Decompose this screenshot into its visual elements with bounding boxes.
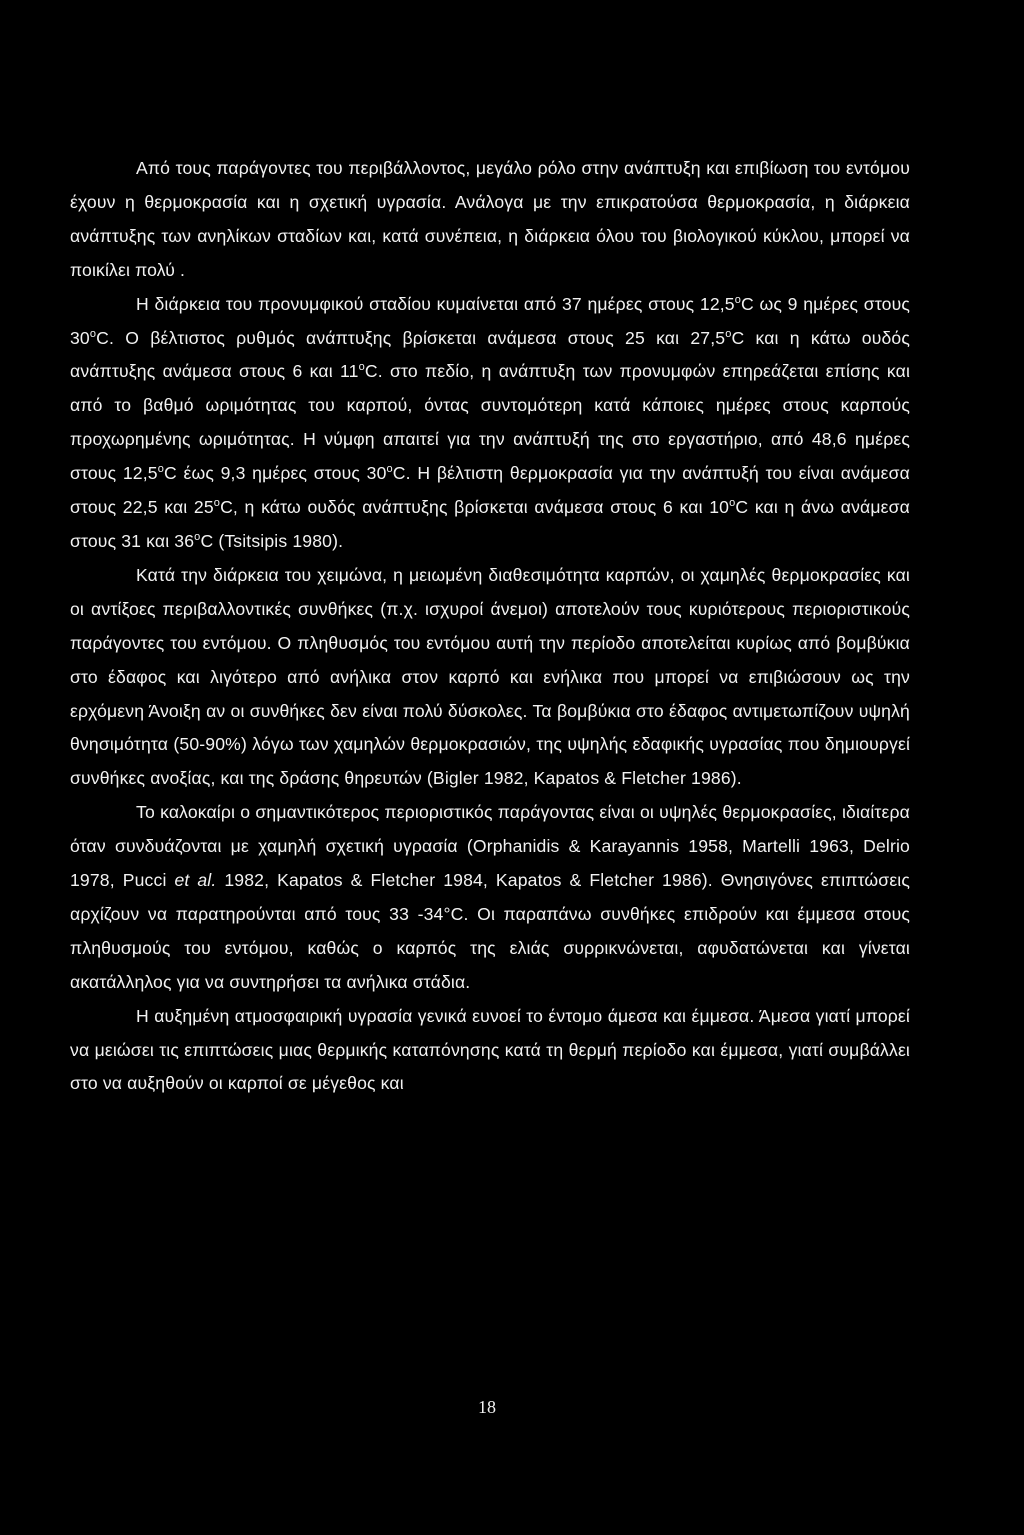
superscript: o <box>213 497 221 510</box>
text-run: Η διάρκεια του προνυμφικού σταδίου κυμαίνεται από 37 ημέρες στους 12,5 <box>136 293 735 314</box>
text-run: Η αυξημένη ατμοσφαιρική υγρασία γενικά ευνοεί το έντομο άμεσα και έμμεσα. Άμεσα γιατί μπορεί να μειώσει τις επιπτώσεις μιας θερμικής καταπόνησης κατά τη θερμή περίοδο και έμμεσα, γιατί συμβάλλει στο να αυξηθούν οι καρποί σε μέγεθος και <box>70 1005 910 1094</box>
text-run: C έως 9,3 ημέρες στους 30 <box>163 463 387 484</box>
superscript: o <box>194 531 201 544</box>
text-run: C και η άνω ανάμεσα στους 31 και 36 <box>70 497 910 551</box>
paragraph <box>70 559 910 796</box>
text-run: C. Η βέλτιστη θερμοκρασία για την ανάπτυξή του είναι ανάμεσα στους 22,5 και 25 <box>70 463 910 518</box>
paragraph <box>70 796 910 999</box>
paragraph <box>70 288 910 559</box>
superscript: o <box>157 463 164 476</box>
text-run: C και η κάτω ουδός ανάπτυξης ανάμεσα στους 6 και 11 <box>70 327 911 382</box>
superscript: o <box>358 361 365 374</box>
text-run: Το καλοκαίρι ο σημαντικότερος περιοριστικός παράγοντας είναι οι υψηλές θερμοκρασίες, ιδιαίτερα όταν συνδυάζονται με χαμηλή σχετική υγρασία (Orphanidis & Karayannis 1958, Martelli 1963, Delrio 1978, Pucci <box>70 802 910 891</box>
text-run: C. στο πεδίο, η ανάπτυξη των προνυμφών επηρεάζεται επίσης και από το βαθμό ωριμότητας του καρπού, όντας συντομότερη κατά κάποιες ημέρες στους καρπούς προχωρημένης ωριμότητας. Η νύμφη απαιτεί για την ανάπτυξή της στο εργαστήριο, από 48,6 ημέρες στους 12,5 <box>70 361 910 484</box>
text-run: Κατά την διάρκεια του χειμώνα, η μειωμένη διαθεσιμότητα καρπών, οι χαμηλές θερμοκρασίες και οι αντίξοες περιβαλλοντικές συνθήκες (π.χ. ισχυροί άνεμοι) αποτελούν τους κυριότερους περιοριστικούς παράγοντες του εντόμου. Ο πληθυσμός του εντόμου αυτή την περίοδο αποτελείται κυρίως από βομβύκια στο έδαφος και λιγότερο από ανήλικα στον καρπό και ενήλικα που μπορεί να επιβιώσουν ως την ερχόμενη Άνοιξη αν οι συνθήκες δεν είναι πολύ δύσκολες. Τα βομβύκια στο έδαφος αντιμετωπίζουν υψηλή θνησιμότητα (50-90%) λόγω των χαμηλών θερμοκρασιών, της υψηλής εδαφικής υγρασίας που δημιουργεί συνθήκες ανοξίας, και της δράσης θηρευτών (Bigler 1982, Kapatos & Fletcher 1986). <box>70 564 910 789</box>
text-run: C (Tsitsipis 1980). <box>200 530 344 551</box>
superscript: o <box>729 497 736 510</box>
paragraph <box>70 1000 910 1102</box>
paragraph <box>70 152 910 288</box>
text-run: Από τους παράγοντες του περιβάλλοντος, μεγάλο ρόλο στην ανάπτυξη και επιβίωση του εντόμου έχουν η θερμοκρασία και η σχετική υγρασία. Ανάλογα με την επικρατούσα θερμοκρασία, η διάρκεια ανάπτυξης των ανηλίκων σταδίων και, κατά συνέπεια, η διάρκεια όλου του βιολογικού κύκλου, μπορεί να ποικίλει πολύ . <box>70 158 910 280</box>
body-text <box>70 152 910 1101</box>
page-number: 18 <box>478 1397 496 1417</box>
superscript: o <box>734 293 742 306</box>
superscript: o <box>725 327 732 340</box>
text-run: 1982, Kapatos & Fletcher 1984, Kapatos & Fletcher 1986). Θνησιγόνες επιπτώσεις αρχίζουν να παρατηρούνται από τους 33 -34°C. Οι παραπάνω συνθήκες επιδρούν και έμμεσα στους πληθυσμούς του εντόμου, καθώς ο καρπός της ελιάς συρρικνώνεται, αφυδατώνεται και γίνεται ακατάλληλος για να συντηρήσει τα ανήλικα στάδια. <box>70 870 910 992</box>
superscript: o <box>89 327 97 340</box>
text-run: C. Ο βέλτιστος ρυθμός ανάπτυξης βρίσκεται ανάμεσα στους 25 και 27,5 <box>96 327 726 348</box>
italic-text: et al. <box>174 870 217 891</box>
text-run: C ως 9 ημέρες στους 30 <box>70 293 911 348</box>
superscript: o <box>386 463 393 476</box>
text-run: C, η κάτω ουδός ανάπτυξης βρίσκεται ανάμεσα στους 6 και 10 <box>220 497 730 518</box>
